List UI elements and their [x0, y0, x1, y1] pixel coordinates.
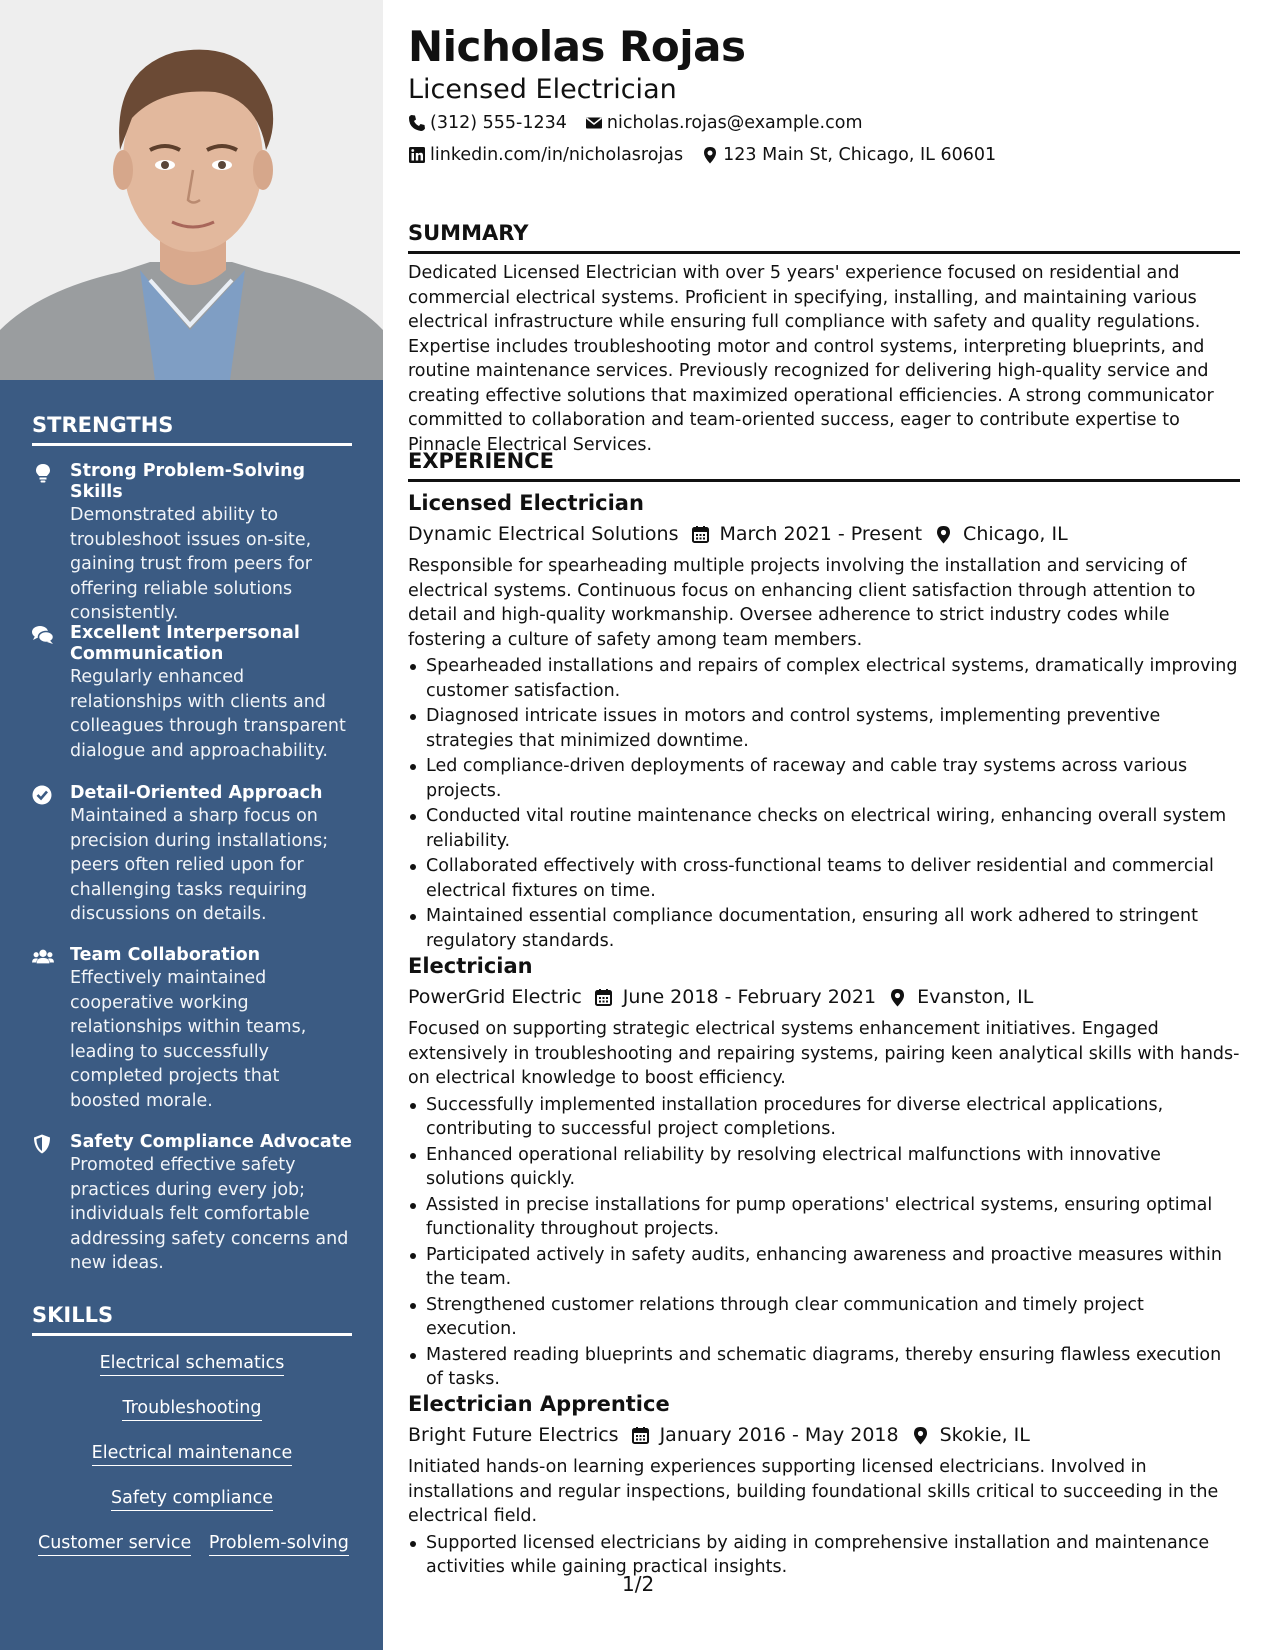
job-meta: [408, 1422, 1240, 1448]
map-marker-icon: [701, 146, 719, 164]
job-location: Chicago, IL: [963, 523, 1068, 545]
contact-phone[interactable]: [408, 113, 567, 133]
comments-icon: [32, 625, 54, 645]
envelope-icon: [585, 114, 603, 132]
list-item: Successfully implemented installation procedures for diverse electrical applications, contributing to successful project completions.: [408, 1093, 1240, 1142]
job-company: Bright Future Electrics: [408, 1424, 619, 1446]
job-role: Licensed Electrician: [408, 491, 644, 515]
list-item: Conducted vital routine maintenance checks on electrical wiring, enhancing overall system reliability.: [408, 804, 1240, 853]
list-item: Mastered reading blueprints and schematic diagrams, thereby ensuring flawless execution of tasks.: [408, 1343, 1240, 1392]
skill-tag: Problem-solving: [209, 1533, 349, 1556]
contact-row: [408, 113, 881, 133]
strength-desc: Regularly enhanced relationships with clients and colleagues through transparent dialogue and approachability.: [70, 667, 346, 761]
skill-tag: Troubleshooting: [122, 1398, 261, 1421]
summary-heading: SUMMARY: [408, 221, 1240, 254]
skill-tag: Electrical maintenance: [92, 1443, 293, 1466]
list-item: Participated actively in safety audits, enhancing awareness and proactive measures within the team.: [408, 1243, 1240, 1292]
strength-desc: Maintained a sharp focus on precision during installations; peers often relied upon for challenging tasks requiring discussions on details.: [70, 806, 329, 924]
lightbulb-icon: [32, 463, 54, 483]
skills-section: [32, 1303, 352, 1336]
job-company: PowerGrid Electric: [408, 986, 582, 1008]
strength-desc: Promoted effective safety practices during every job; individuals felt comfortable addressing safety concerns and new ideas.: [70, 1155, 349, 1273]
experience-heading: EXPERIENCE: [408, 449, 1240, 482]
job-company: Dynamic Electrical Solutions: [408, 523, 679, 545]
job-role: Electrician: [408, 954, 533, 978]
contact-email[interactable]: [585, 113, 863, 133]
skill-tag: Electrical schematics: [100, 1353, 285, 1376]
sidebar: [0, 0, 383, 1650]
job-location: Evanston, IL: [917, 986, 1034, 1008]
strength-title: Safety Compliance Advocate: [70, 1132, 352, 1152]
job-desc: Responsible for spearheading multiple projects involving the installation and servicing of electrical systems. Continuous focus on enhancing client satisfaction through attention to detail and high-quality workmanship. Oversee adherence to strict industry codes while fostering a culture of safety among team members.: [408, 556, 1196, 650]
job-dates: June 2018 - February 2021: [622, 986, 877, 1008]
strength-item: [32, 945, 352, 1113]
map-marker-icon: [934, 525, 953, 544]
strength-desc: Effectively maintained cooperative working relationships within teams, leading to successfully completed projects that boosted morale.: [70, 968, 307, 1111]
users-icon: [32, 947, 54, 967]
strength-item: [32, 461, 352, 626]
job-location: Skokie, IL: [939, 1424, 1030, 1446]
page-number: 1/2: [622, 1572, 655, 1596]
list-item: Collaborated effectively with cross-functional teams to deliver residential and commercial electrical fixtures on time.: [408, 854, 1240, 903]
contact-linkedin[interactable]: [408, 145, 683, 165]
list-item: Assisted in precise installations for pump operations' electrical systems, ensuring optimal functionality throughout projects.: [408, 1193, 1240, 1242]
strength-title: Team Collaboration: [70, 945, 261, 965]
linkedin-text: linkedin.com/in/nicholasrojas: [430, 145, 684, 165]
contact-address: [701, 145, 996, 165]
address-text: 123 Main St, Chicago, IL 60601: [723, 145, 997, 165]
job-meta: [408, 521, 1240, 547]
job-bullets: [408, 1531, 1240, 1580]
list-item: Enhanced operational reliability by resolving electrical malfunctions with innovative solutions quickly.: [408, 1143, 1240, 1192]
candidate-name: Nicholas Rojas: [408, 22, 746, 71]
job-entry: [408, 1390, 1240, 1581]
strength-title: Strong Problem-Solving Skills: [70, 461, 306, 502]
list-item: Strengthened customer relations through clear communication and timely project execution.: [408, 1293, 1240, 1342]
job-role: Electrician Apprentice: [408, 1392, 670, 1416]
list-item: Spearheaded installations and repairs of complex electrical systems, dramatically improving customer satisfaction.: [408, 654, 1240, 703]
phone-text: (312) 555-1234: [430, 113, 567, 133]
candidate-title: Licensed Electrician: [408, 74, 677, 105]
job-meta: [408, 984, 1240, 1010]
check-circle-icon: [32, 785, 54, 805]
list-item: Maintained essential compliance documentation, ensuring all work adhered to stringent regulatory standards.: [408, 904, 1240, 953]
profile-photo: [0, 0, 383, 380]
skill-tag: Safety compliance: [111, 1488, 273, 1511]
strength-item: [32, 1132, 352, 1276]
job-desc: Focused on supporting strategic electrical systems enhancement initiatives. Engaged extensively in troubleshooting and repairing systems, pairing keen analytical skills with hands-on electrical knowledge to boost efficiency.: [408, 1019, 1240, 1088]
calendar-icon: [594, 988, 613, 1007]
strengths-heading: STRENGTHS: [32, 413, 352, 446]
calendar-icon: [631, 1426, 650, 1445]
job-desc: Initiated hands-on learning experiences supporting licensed electricians. Involved in installations and regular inspections, building foundational skills critical to succeeding in the electrical field.: [408, 1457, 1219, 1526]
job-dates: March 2021 - Present: [719, 523, 923, 545]
contact-row: [408, 145, 1014, 165]
linkedin-icon: [408, 146, 426, 164]
shield-icon: [32, 1134, 54, 1154]
summary-text: Dedicated Licensed Electrician with over 5 years' experience focused on residential and commercial electrical systems. Proficient in specifying, installing, and maintaining various electrical infrastructure while ensuring full compliance with safety and quality regulations. Expertise includes troubleshooting motor and control systems, interpreting blueprints, and routine maintenance services. Previously recognized for delivering high-quality service and creating effective solutions that maximized operational efficiencies. A strong communicator committed to collaboration and team-oriented success, eager to contribute expertise to Pinnacle Electrical Services.: [408, 263, 1214, 455]
calendar-icon: [691, 525, 710, 544]
strength-desc: Demonstrated ability to troubleshoot issues on-site, gaining trust from peers for offering reliable solutions consistently.: [70, 505, 312, 623]
strength-item: [32, 623, 352, 763]
job-dates: January 2016 - May 2018: [659, 1424, 899, 1446]
strength-title: Excellent Interpersonal Communication: [70, 623, 300, 664]
phone-icon: [408, 114, 426, 132]
job-entry: [408, 952, 1240, 1393]
map-marker-icon: [911, 1426, 930, 1445]
list-item: Led compliance-driven deployments of raceway and cable tray systems across various projects.: [408, 754, 1240, 803]
job-bullets: [408, 654, 1240, 953]
strength-title: Detail-Oriented Approach: [70, 783, 323, 803]
skills-list: [32, 1353, 352, 1578]
skill-tag: Customer service: [38, 1533, 191, 1556]
list-item: Supported licensed electricians by aiding in comprehensive installation and maintenance activities while gaining practical insights.: [408, 1531, 1240, 1580]
email-text: nicholas.rojas@example.com: [606, 113, 863, 133]
job-bullets: [408, 1093, 1240, 1392]
map-marker-icon: [888, 988, 907, 1007]
strengths-section: [32, 413, 352, 446]
job-entry: [408, 489, 1240, 954]
strength-item: [32, 783, 352, 927]
list-item: Diagnosed intricate issues in motors and control systems, implementing preventive strategies that minimized downtime.: [408, 704, 1240, 753]
skills-heading: SKILLS: [32, 1303, 352, 1336]
